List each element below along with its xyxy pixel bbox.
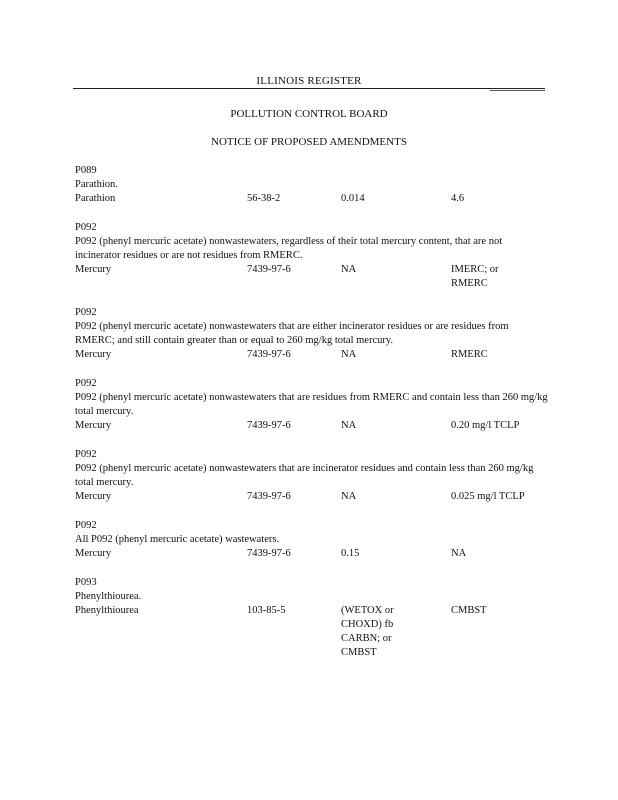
constituent-name: Parathion (75, 193, 116, 204)
waste-description: P092 (phenyl mercuric acetate) nonwastewaters, regardless of their total mercury content, that are not incinerator residues or are not residues from RMERC. (75, 236, 503, 261)
waste-description: P092 (phenyl mercuric acetate) nonwastewaters that are residues from RMERC and contain less than 260 mg/kg total mercury. (75, 392, 548, 417)
cas-number: 103-85-5 (247, 605, 286, 616)
cas-number: 7439-97-6 (247, 264, 291, 275)
constituent-row (75, 348, 550, 362)
wastewater-line: CHOXD) fb (341, 619, 394, 630)
waste-code-section (75, 164, 550, 206)
cas-number: 7439-97-6 (247, 349, 291, 360)
cas-number: 7439-97-6 (247, 420, 291, 431)
constituent-row (75, 192, 550, 206)
constituent-name: Phenylthiourea (75, 605, 139, 616)
constituent-name: Mercury (75, 420, 112, 431)
wastewater-line: CARBN; or (341, 633, 392, 644)
constituent-row (75, 419, 550, 433)
wastewater-standard (341, 604, 394, 660)
cas-number: 7439-97-6 (247, 548, 291, 559)
waste-code: P093 (75, 577, 97, 588)
cas-number: 7439-97-6 (247, 491, 291, 502)
agency-heading: POLLUTION CONTROL BOARD (230, 108, 388, 120)
constituent-row (75, 547, 550, 561)
register-title: ILLINOIS REGISTER (256, 75, 362, 87)
waste-code: P092 (75, 520, 97, 531)
waste-code: P092 (75, 307, 97, 318)
notice-heading: NOTICE OF PROPOSED AMENDMENTS (211, 136, 407, 148)
waste-code: P092 (75, 449, 97, 460)
waste-code-section (75, 448, 550, 504)
waste-description: Phenylthiourea. (75, 591, 142, 602)
wastewater-standard: 0.014 (341, 193, 365, 204)
waste-description: P092 (phenyl mercuric acetate) nonwastewaters that are incinerator residues and contain less than 260 mg/kg total mercury. (75, 463, 534, 488)
constituent-name: Mercury (75, 349, 112, 360)
nonwastewater-standard: 0.025 mg/l TCLP (451, 491, 525, 502)
constituent-row (75, 490, 550, 504)
wastewater-standard: NA (341, 349, 357, 360)
waste-description: Parathion. (75, 179, 118, 190)
constituent-name: Mercury (75, 264, 112, 275)
waste-code: P089 (75, 165, 97, 176)
waste-description: P092 (phenyl mercuric acetate) nonwastewaters that are either incinerator residues or are residues from RMERC; and still contain greater than or equal to 260 mg/kg total mercury. (75, 321, 509, 346)
waste-code-section (75, 306, 550, 362)
waste-code-section (75, 377, 550, 433)
waste-code-section (75, 221, 550, 289)
nonwastewater-standard: NA (451, 548, 467, 559)
waste-description: All P092 (phenyl mercuric acetate) wastewaters. (75, 534, 280, 545)
nonwastewater-standard: RMERC (451, 349, 488, 360)
wastewater-standard: NA (341, 491, 357, 502)
waste-code: P092 (75, 378, 97, 389)
constituent-name: Mercury (75, 491, 112, 502)
wastewater-standard: NA (341, 420, 357, 431)
nonwastewater-standard: CMBST (451, 605, 487, 616)
wastewater-standard: 0.15 (341, 548, 360, 559)
wastewater-line: (WETOX or (341, 605, 394, 616)
constituent-name: Mercury (75, 548, 112, 559)
wastewater-line: CMBST (341, 647, 377, 658)
header-divider (73, 88, 545, 89)
constituent-row (75, 604, 550, 658)
nonwastewater-line: IMERC; or (451, 264, 499, 275)
constituent-row (75, 263, 550, 289)
cas-number: 56-38-2 (247, 193, 281, 204)
nonwastewater-standard: 0.20 mg/l TCLP (451, 420, 520, 431)
nonwastewater-line: RMERC (451, 278, 488, 289)
waste-code-section (75, 576, 550, 658)
header-divider-secondary (490, 90, 545, 91)
wastewater-standard: NA (341, 264, 357, 275)
nonwastewater-standard: 4.6 (451, 193, 465, 204)
nonwastewater-standard (451, 263, 499, 291)
waste-code-section (75, 519, 550, 561)
waste-code: P092 (75, 222, 97, 233)
